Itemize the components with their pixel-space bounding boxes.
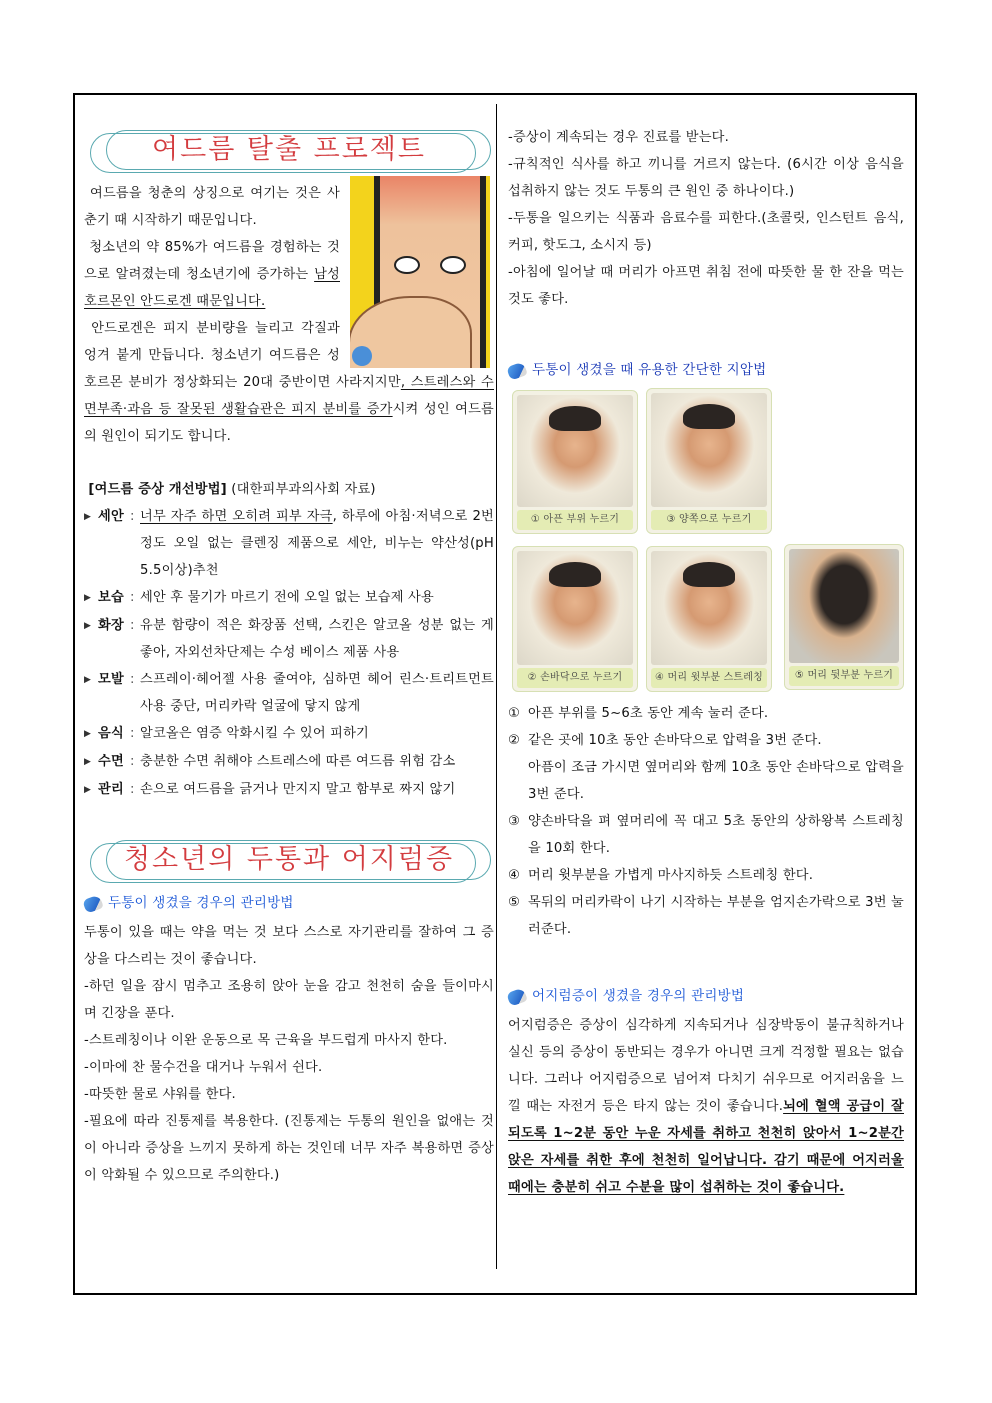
triangle-right-icon: ▶ <box>84 757 92 767</box>
photo-4 <box>646 546 772 692</box>
triangle-right-icon: ▶ <box>84 621 92 631</box>
item-colon: : <box>130 672 135 687</box>
acupressure-heading <box>508 357 904 384</box>
list-item <box>84 748 494 776</box>
manage-line: -스트레칭이나 이완 운동으로 목 근육을 부드럽게 마사지 한다. <box>84 1033 448 1048</box>
manage-line: 두통이 있을 때는 약을 먹는 것 보다 스스로 자기관리를 잘하여 그 증상을 다스리는 것이 좋습니다. <box>84 925 494 967</box>
photo-caption: ④ 머리 윗부분 스트레칭 <box>651 668 767 688</box>
photo-hair <box>549 406 600 431</box>
photo-caption: ⑤ 머리 뒷부분 누르기 <box>789 666 899 686</box>
item-key: 수면 <box>98 754 124 769</box>
photo-image <box>651 393 767 507</box>
step-number: ④ <box>508 868 521 883</box>
manage-line: -하던 일을 잠시 멈추고 조용히 앉아 눈을 감고 천천히 숨을 들이마시며 긴장을 푼다. <box>84 979 494 1021</box>
cartoon-badge-icon <box>352 346 372 366</box>
manage-line: -필요에 따라 진통제를 복용한다. (진통제는 두통의 원인을 없애는 것이 아니라 증상을 느끼지 못하게 하는 것인데 너무 자주 복용하면 증상이 악화될 수 있으므로 주의한다.) <box>84 1114 494 1183</box>
item-value <box>140 503 494 584</box>
item-colon: : <box>130 618 135 633</box>
item-key: 관리 <box>98 782 124 797</box>
triangle-right-icon: ▶ <box>84 675 92 685</box>
acne-intro-3-underlined: , 스트레스와 수면부족·과음 등 잘못된 생활습관은 피지 분비를 증가 <box>84 375 494 417</box>
step-item <box>508 862 904 889</box>
spacer <box>84 450 494 476</box>
cartoon-eye-right <box>440 256 466 274</box>
dizzy-underlined: 뇌에 혈액 공급이 잘 되도록 1~2분 동안 누운 자세를 취하고 천천히 앉아서 1~2분간 앉은 자세를 취한 후에 천천히 일어납니다. 감기 때문에 어지러울 때에는 충분히 쉬고 수분을 많이 섭취하는 것이 좋습니다. <box>508 1099 904 1195</box>
item-colon: : <box>130 726 135 741</box>
triangle-right-icon: ▶ <box>84 593 92 603</box>
step-item <box>508 889 904 943</box>
step-text: 머리 윗부분을 가볍게 마사지하듯 스트레칭 한다. <box>528 868 814 883</box>
photo-hair <box>683 562 734 587</box>
acne-intro-1-text: 여드름을 청춘의 상징으로 여기는 것은 사춘기 때 시작하기 때문입니다. <box>84 186 340 228</box>
spacer <box>508 313 904 353</box>
improve-list <box>84 503 494 804</box>
photo-hair <box>549 562 600 587</box>
manage-line: -규칙적인 식사를 하고 끼니를 거르지 않는다. (6시간 이상 음식을 섭취하지 않는 것도 두통의 큰 원인 중 하나이다.) <box>508 157 904 199</box>
headache-title: 청소년의 두통과 어지럼증 <box>123 844 455 875</box>
item-value: 유분 함량이 적은 화장품 선택, 스킨은 알코올 성분 없는 게 좋아, 자외선차단제는 수성 베이스 제품 사용 <box>140 618 494 660</box>
step-text: 아픈 부위를 5~6초 동안 계속 눌러 준다. <box>528 706 769 721</box>
acupressure-heading-text: 두통이 생겼을 때 유용한 간단한 지압법 <box>532 362 767 378</box>
eraser-icon <box>506 987 528 1006</box>
step-number: ⑤ <box>508 895 521 910</box>
manage-line: -따뜻한 물로 샤워를 한다. <box>84 1087 236 1102</box>
photo-1 <box>512 390 638 534</box>
step-number: ③ <box>508 814 521 829</box>
right-column <box>508 124 904 1201</box>
spacer <box>508 943 904 979</box>
step-item <box>508 727 904 754</box>
photo-hair <box>683 404 734 429</box>
item-colon: : <box>130 509 135 524</box>
triangle-right-icon: ▶ <box>84 512 92 522</box>
dizzy-heading-text: 어지럼증이 생겼을 경우의 관리방법 <box>532 988 745 1004</box>
item-key: 보습 <box>98 590 124 605</box>
left-column <box>84 130 494 1189</box>
manage-line: -두통을 일으키는 식품과 음료수를 피한다.(초콜릿, 인스턴트 음식, 커피, 핫도그, 소시지 등) <box>508 211 904 253</box>
step-text: 양손바닥을 펴 옆머리에 꼭 대고 5초 동안의 상하왕복 스트레칭을 10회 한다. <box>528 814 904 856</box>
step-extra: 아픔이 조금 가시면 옆머리와 함께 10초 동안 손바닥으로 압력을 3번 준다. <box>528 760 904 802</box>
list-item <box>84 584 494 612</box>
acne-intro-2-underlined: 남성호르몬인 안드로겐 때문입니다. <box>84 267 340 309</box>
column-divider <box>496 104 497 1269</box>
photo-image <box>517 395 633 507</box>
manage-line: -이마에 찬 물수건을 대거나 누워서 쉰다. <box>84 1060 323 1075</box>
item-key: 세안 <box>98 509 124 524</box>
photo-caption: ③ 양쪽으로 누르기 <box>651 510 767 530</box>
acupressure-steps <box>508 700 904 943</box>
triangle-right-icon: ▶ <box>84 729 92 739</box>
step-text: 같은 곳에 10초 동안 손바닥으로 압력을 3번 준다. <box>528 733 822 748</box>
dizzy-text: 어지럼증은 증상이 심각하게 지속되거나 심장박동이 불규칙하거나 실신 등의 증상이 동반되는 경우가 아니면 크게 걱정할 필요는 없습니다. 그러나 어지럼증으로 넘어져 다치기 쉬우므로 어지러움을 느낄 때는 자전거 등은 타지 않는 것이 좋습니다. <box>508 1018 904 1114</box>
item-colon: : <box>130 590 135 605</box>
item-value-text: , 하루에 아침·저녁으로 2번 정도 오일 없는 클렌징 제품으로 세안, 비누는 약산성(pH 5.5이상)추천 <box>140 509 494 578</box>
item-key: 화장 <box>98 618 124 633</box>
acne-title-box <box>84 130 494 174</box>
improve-heading <box>84 476 494 503</box>
list-item <box>84 503 494 584</box>
eraser-icon <box>82 894 104 913</box>
photo-image <box>789 549 899 663</box>
item-value: 세안 후 물기가 마르기 전에 오일 없는 보습제 사용 <box>140 590 434 605</box>
list-item <box>84 666 494 720</box>
item-colon: : <box>130 754 135 769</box>
dizzy-paragraph <box>508 1012 904 1201</box>
acupressure-photos <box>508 388 904 700</box>
item-value: 손으로 여드름을 긁거나 만지지 말고 함부로 짜지 않기 <box>140 782 456 797</box>
step-item <box>508 808 904 862</box>
step-number: ① <box>508 706 521 721</box>
photo-caption: ② 손바닥으로 누르기 <box>517 668 633 688</box>
item-colon: : <box>130 782 135 797</box>
acne-intro-3-tail: 시켜 성인 여드름의 원인이 되기도 합니다. <box>84 402 494 444</box>
photo-5 <box>784 544 904 690</box>
list-item <box>84 720 494 748</box>
item-value: 알코올은 염증 악화시킬 수 있어 피하기 <box>140 726 369 741</box>
improve-source: (대한피부과의사회 자료) <box>226 482 376 497</box>
list-item <box>84 776 494 804</box>
cartoon-eye-left <box>394 256 420 274</box>
photo-image <box>517 551 633 665</box>
headache-title-box <box>84 840 494 884</box>
photo-caption: ① 아픈 부위 누르기 <box>517 510 633 530</box>
manage-line: -증상이 계속되는 경우 진료를 받는다. <box>508 130 730 145</box>
headache-manage-heading <box>84 890 494 917</box>
item-underlined: 너무 자주 하면 오히려 피부 자극 <box>140 509 333 524</box>
item-value: 스프레이·헤어젤 사용 줄여야, 심하면 헤어 린스·트리트먼트 사용 중단, 머리카락 얼굴에 닿지 않게 <box>140 672 494 714</box>
manage-line: -아침에 일어날 때 머리가 아프면 취침 전에 따뜻한 물 한 잔을 먹는 것도 좋다. <box>508 265 904 307</box>
triangle-right-icon: ▶ <box>84 785 92 795</box>
improve-heading-text: [여드름 증상 개선방법] <box>88 482 227 497</box>
eraser-icon <box>506 361 528 380</box>
item-key: 모발 <box>98 672 124 687</box>
dizzy-heading <box>508 983 904 1010</box>
headache-manage-heading-text: 두통이 생겼을 경우의 관리방법 <box>108 895 294 911</box>
acne-intro-3-text: 안드로겐은 피지 분비량을 늘리고 각질과 엉겨 붙게 만듭니다. 청소년기 여드름은 성호르몬 분비가 정상화되는 20대 중반이면 사라지지만 <box>84 321 401 390</box>
step-item <box>508 700 904 727</box>
spacer <box>84 804 494 840</box>
acne-title: 여드름 탈출 프로젝트 <box>152 134 426 165</box>
acne-cartoon-image <box>350 176 490 368</box>
photo-2 <box>512 546 638 692</box>
photo-image <box>651 551 767 665</box>
list-item <box>84 612 494 666</box>
photo-3 <box>646 388 772 534</box>
step-text: 목뒤의 머리카락이 나기 시작하는 부분을 엄지손가락으로 3번 눌러준다. <box>528 895 904 937</box>
step-number: ② <box>508 733 521 748</box>
item-key: 음식 <box>98 726 124 741</box>
item-value: 충분한 수면 취해야 스트레스에 따른 여드름 위험 감소 <box>140 754 456 769</box>
acne-intro-2-text: 청소년의 약 85%가 여드름을 경험하는 것으로 알려졌는데 청소년기에 증가하는 <box>84 240 340 282</box>
